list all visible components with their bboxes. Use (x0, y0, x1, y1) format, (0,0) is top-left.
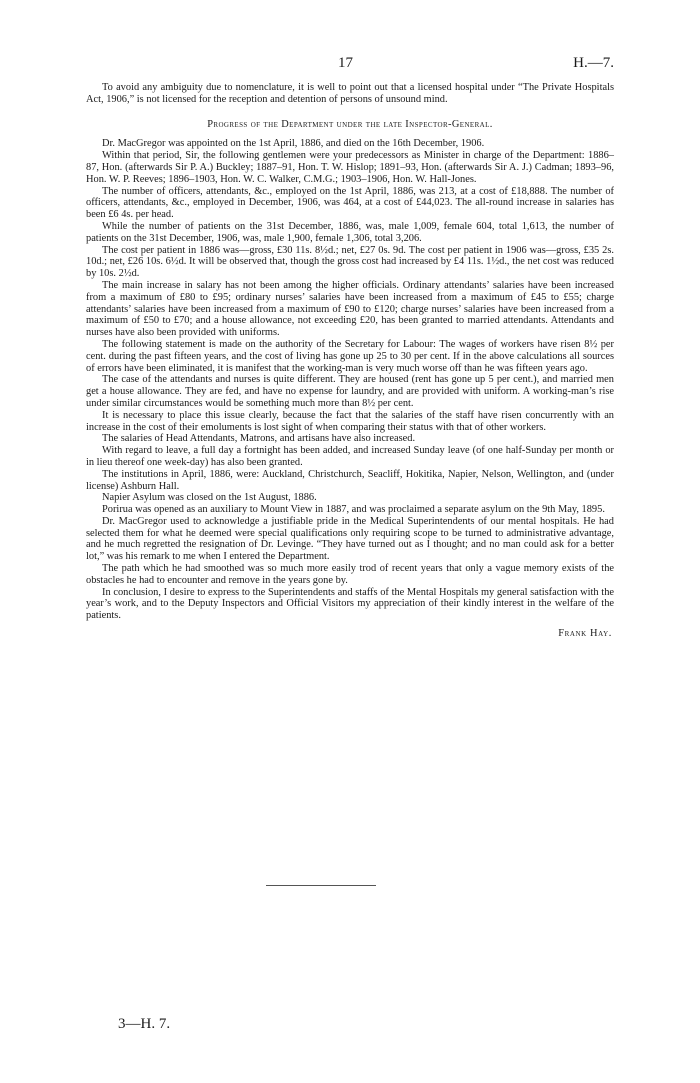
body-paragraph: Dr. MacGregor was appointed on the 1st April, 1886, and died on the 16th December, 1906. (102, 138, 485, 150)
divider-rule (266, 885, 376, 886)
body-paragraph: The main increase in salary has not been among the higher officials. Ordinary attendants’ salaries have been increased from a maximum of £80 to £95; ordinary nurses’ salaries have been increased from a maximum of £45 to £55; charge attendants’ salaries have been increased from a maximum of £90 to £120; charge nurses’ salaries have been increased from a maximum of £50 to £70; and a house allowance, not exceeding £20, has been granted to married attendants. Attendants and nurses have also been provided with uniforms. (86, 279, 614, 339)
body-paragraph: Porirua was opened as an auxiliary to Mount View in 1887, and was proclaimed a separate asylum on the 9th May, 1895. (102, 504, 605, 516)
paragraph-list (86, 138, 614, 622)
body-paragraph: Dr. MacGregor used to acknowledge a justifiable pride in the Medical Superintendents of our mental hospitals. He had selected them for what he deemed were special qualifications only requiring scope to be turned to administrative advantage, and he much regretted the resignation of Dr. Levinge. “They have turned out as I thought; and no man could ask for a better lot,” was his remark to me when I entered the Department. (86, 515, 614, 563)
body-paragraph: The institutions in April, 1886, were: Auckland, Christchurch, Seacliff, Hokitika, Napier, Nelson, Wellington, and (under license) Ashburn Hall. (86, 468, 614, 492)
intro-paragraph: To avoid any ambiguity due to nomenclature, it is well to point out that a licensed hospital under “The Private Hospitals Act, 1906,” is not licensed for the reception and detention of persons of unsound mind. (86, 82, 614, 105)
document-code: H.—7. (573, 55, 614, 71)
body-paragraph: Within that period, Sir, the following gentlemen were your predecessors as Minister in charge of the Department: 1886–87, Hon. (afterwards Sir P. A.) Buckley; 1887–91, Hon. T. W. Hislop; 1891–93, Hon. (afterwards Sir A. J.) Cadman; 1893–96, Hon. W. P. Reeves; 1896–1903, Hon. W. C. Walker, C.M.G.; 1903–1906, Hon. W. Hall-Jones. (86, 150, 614, 185)
section-heading: Progress of the Department under the late Inspector-General. (207, 118, 493, 130)
body-paragraph: The case of the attendants and nurses is quite different. They are housed (rent has gone up 5 per cent.), and married men get a house allowance. They are fed, and have no expense for laundry, and are provided with uniform. A working-man’s rise under similar circumstances would be something much more than 8½ per cent. (86, 374, 614, 409)
body-paragraph: The path which he had smoothed was so much more easily trod of recent years that only a vague memory exists of the obstacles he had to encounter and remove in the years gone by. (86, 563, 614, 586)
body-paragraph: While the number of patients on the 31st December, 1886, was, male 1,009, female 604, total 1,613, the number of patients on the 31st December, 1906, was, male 1,900, female 1,306, total 3,206. (86, 220, 614, 244)
body-paragraph: Napier Asylum was closed on the 1st August, 1886. (102, 492, 317, 504)
body-paragraph: With regard to leave, a full day a fortnight has been added, and increased Sunday leave (of one half-Sunday per month or in lieu thereof one week-day) has also been granted. (86, 445, 614, 468)
body-paragraph: The cost per patient in 1886 was—gross, £30 11s. 8½d.; net, £27 0s. 9d. The cost per patient in 1906 was—gross, £35 2s. 10d.; net, £26 10s. 6½d. It will be observed that, though the gross cost had increased by £4 11s. 1½d., the net cost was reduced by 10s. 2½d. (86, 244, 614, 280)
report-body (86, 82, 614, 640)
body-paragraph: It is necessary to place this issue clearly, because the fact that the salaries of the staff have risen concurrently with an increase in the cost of their emoluments is lost sight of when comparing their status with that of other workers. (86, 409, 614, 433)
body-paragraph: In conclusion, I desire to express to the Superintendents and staffs of the Mental Hospitals my general satisfaction with the year’s work, and to the Deputy Inspectors and Official Visitors my appreciation of their kindly interest in the welfare of the patients. (86, 586, 614, 622)
body-paragraph: The following statement is made on the authority of the Secretary for Labour: The wages of workers have risen 8½ per cent. during the past fifteen years, and the cost of living has gone up 25 to 30 per cent. If in the above calculations all sources of errors have been eliminated, it is manifest that the working-man is very much worse off than he was fifteen years ago. (86, 338, 614, 374)
signature: Frank Hay. (558, 628, 612, 640)
body-paragraph: The salaries of Head Attendants, Matrons, and artisans have also increased. (102, 433, 416, 445)
body-paragraph: The number of officers, attendants, &c., employed on the 1st April, 1886, was 213, at a cost of £18,888. The number of officers, attendants, &c., employed in December, 1906, was 464, at a cost of £44,023. The all-round increase in salaries has been £6 4s. per head. (86, 185, 614, 221)
page-number: 17 (338, 55, 353, 71)
footer-signature-code: 3—H. 7. (118, 1016, 171, 1032)
